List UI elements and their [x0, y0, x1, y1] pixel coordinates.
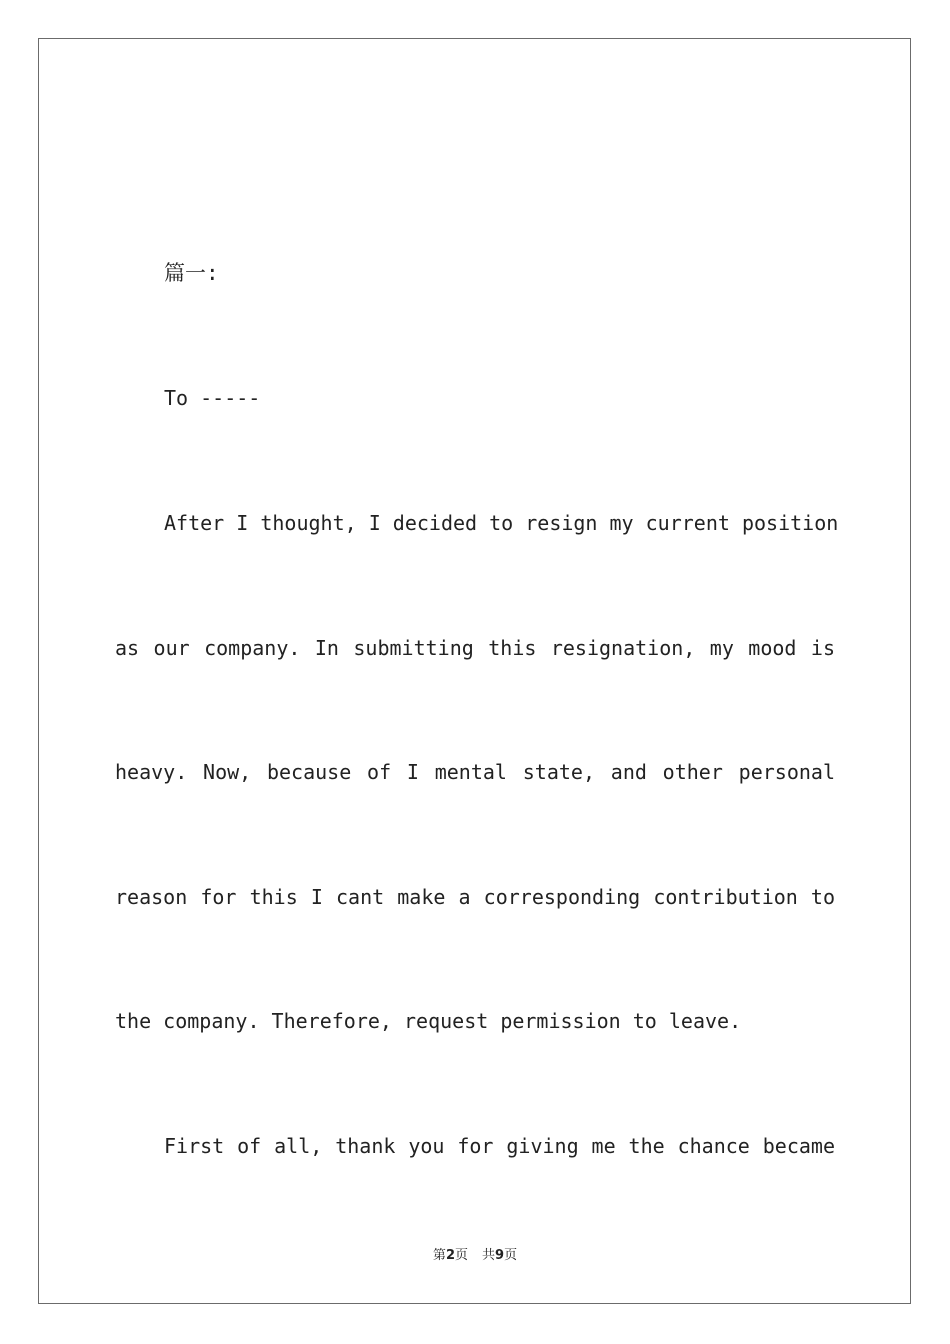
page-footer: [0, 1247, 950, 1265]
paragraph-line: the company. Therefore, request permission to leave.: [115, 1009, 742, 1033]
page-suffix: 页: [454, 1248, 468, 1263]
paragraph-line: First of all, thank you for giving me the chance became: [164, 1134, 835, 1158]
page-number: 2: [445, 1248, 455, 1263]
paragraph-line: After I thought, I decided to resign my current position: [164, 511, 839, 535]
total-prefix: 共: [482, 1248, 496, 1263]
paragraph-line: reason for this I cant make a corresponding contribution to: [115, 885, 835, 909]
salutation: To -----: [164, 386, 261, 410]
total-pages: 9: [495, 1248, 505, 1263]
section-heading: 篇一:: [164, 261, 219, 285]
total-suffix: 页: [504, 1248, 518, 1263]
page-frame: [38, 38, 911, 1304]
paragraph-line: heavy. Now, because of I mental state, and other personal: [115, 760, 835, 784]
paragraph-line: as our company. In submitting this resignation, my mood is: [115, 636, 835, 660]
page-prefix: 第: [432, 1248, 446, 1263]
